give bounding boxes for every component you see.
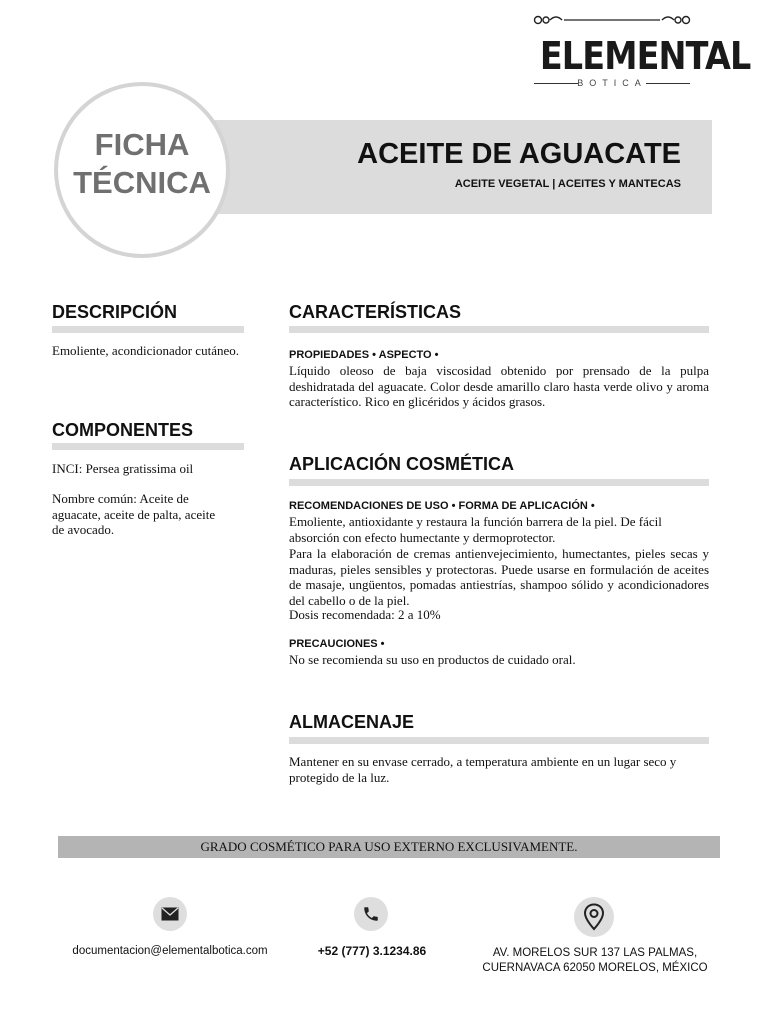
componentes-heading: COMPONENTES	[52, 420, 194, 440]
phone-icon	[354, 897, 388, 931]
address-line-1: AV. MORELOS SUR 137 LAS PALMAS,	[492, 947, 698, 959]
componentes-rule	[52, 443, 244, 450]
caracteristicas-text: Líquido oleoso de baja viscosidad obtenido por prensado de la pulpa deshidratada del aguacate. Color desde amarillo claro hasta verde olivo y aroma característico. Rico en glicéridos y ácidos grasos.	[289, 363, 709, 409]
recomendaciones-label: RECOMENDACIONES DE USO • FORMA DE APLICACIÓN •	[289, 500, 595, 512]
envelope-icon	[153, 897, 187, 931]
product-title: ACEITE DE AGUACATE	[357, 138, 681, 170]
logo-name: ELEMENTAL	[539, 34, 751, 78]
location-pin-icon	[574, 897, 614, 937]
badge-text	[54, 126, 230, 202]
logo-ornament-icon	[530, 12, 694, 28]
badge-line-1: FICHA	[94, 127, 190, 162]
descripcion-text: Emoliente, acondicionador cutáneo.	[52, 343, 239, 358]
logo-subtitle: BOTICA	[577, 78, 647, 88]
descripcion-heading: DESCRIPCIÓN	[52, 302, 178, 322]
common-name-text: Nombre común: Aceite de aguacate, aceite de palta, aceite de avocado.	[52, 491, 216, 537]
aplicacion-text-2: Para la elaboración de cremas antienvejecimiento, humectantes, pieles secas y maduras, pieles sensibles y protectoras. Puede usarse en formulación de aceites de masaje, ungüentos, pomadas antiestrías, shampoo sólido y acondicionadores del cabello o de la piel.	[289, 546, 709, 608]
almacenaje-heading: ALMACENAJE	[289, 712, 415, 732]
descripcion-rule	[52, 326, 244, 333]
address-line-2: CUERNAVACA 62050 MORELOS, MÉXICO	[482, 962, 708, 974]
email-link[interactable]: documentacion@elementalbotica.com	[72, 945, 268, 957]
almacenaje-text: Mantener en su envase cerrado, a temperatura ambiente en un lugar seco y protegido de la luz.	[289, 754, 677, 785]
aplicacion-heading: APLICACIÓN COSMÉTICA	[289, 454, 514, 474]
almacenaje-rule	[289, 737, 709, 744]
brand-logo	[530, 12, 751, 88]
cosmetic-grade-banner: GRADO COSMÉTICO PARA USO EXTERNO EXCLUSIVAMENTE.	[58, 836, 720, 858]
caracteristicas-heading: CARACTERÍSTICAS	[289, 302, 462, 322]
badge-line-2: TÉCNICA	[73, 165, 211, 200]
dosis-text: Dosis recomendada: 2 a 10%	[289, 607, 441, 622]
address	[470, 946, 720, 976]
inci-text: INCI: Persea gratissima oil	[52, 461, 194, 476]
precauciones-label: PRECAUCIONES •	[289, 638, 385, 650]
precauciones-text: No se recomienda su uso en productos de cuidado oral.	[289, 652, 576, 667]
product-category: ACEITE VEGETAL | ACEITES Y MANTECAS	[454, 178, 681, 190]
phone-number[interactable]: +52 (777) 3.1234.86	[317, 944, 427, 958]
propiedades-label: PROPIEDADES • ASPECTO •	[289, 349, 439, 361]
aplicacion-text-1: Emoliente, antioxidante y restaura la función barrera de la piel. De fácil absorción con efecto humectante y dermoprotector.	[289, 514, 662, 545]
caracteristicas-rule	[289, 326, 709, 333]
aplicacion-rule	[289, 479, 709, 486]
